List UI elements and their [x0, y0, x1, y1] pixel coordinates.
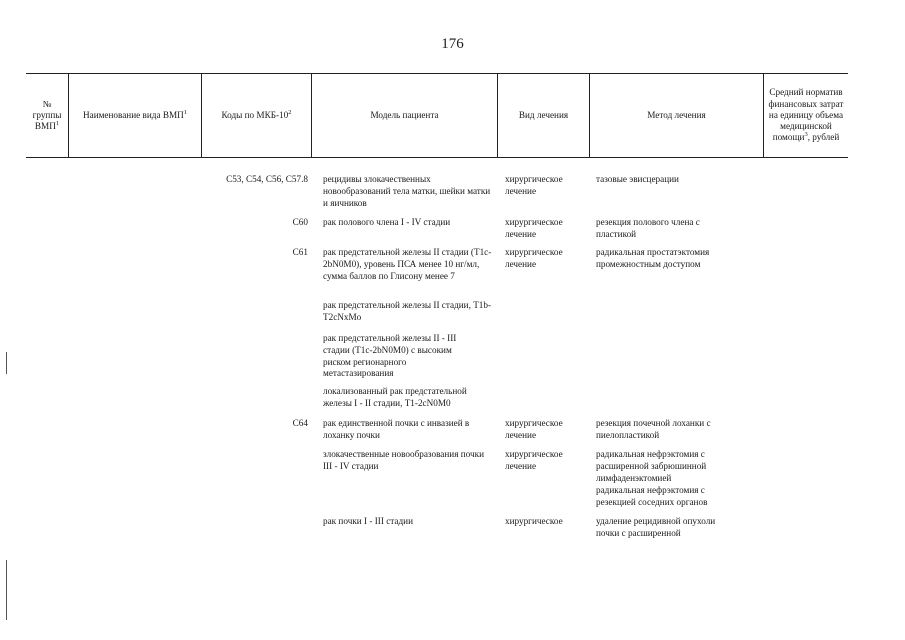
- header-divider: [589, 73, 590, 157]
- treatment-method: резекция почечной лоханки с пиелопластикой: [596, 418, 711, 440]
- patient-model: рак предстательной железы II - III стадии (T1c-2bN0M0) с высоким риском регионарного метастазирования: [323, 333, 457, 379]
- header-patient-model: Модель пациента: [370, 109, 439, 120]
- header-bottom-rule: [26, 157, 848, 158]
- header-vmp-name: Наименование вида ВМП$^1$: [82, 108, 188, 120]
- patient-model: локализованный рак предстательной железы I - II стадии, T1-2cN0M0: [323, 386, 467, 408]
- icd-code: C64: [292, 418, 308, 428]
- treatment-type: хирургическое лечение: [505, 174, 563, 196]
- patient-model: рак почки I - III стадии: [323, 516, 413, 526]
- scan-margin-mark: [6, 560, 7, 620]
- treatment-method: радикальная простатэктомия промежностным доступом: [596, 247, 710, 269]
- treatment-method: удаление рецидивной опухоли почки с расширенной: [596, 516, 716, 538]
- header-treatment-method: Метод лечения: [647, 109, 706, 120]
- icd-code: C60: [292, 217, 308, 227]
- page-number: 176: [441, 36, 464, 52]
- header-divider: [763, 73, 764, 157]
- treatment-type: хирургическое лечение: [505, 217, 563, 239]
- header-average-cost: Средний норматив финансовых затрат на единицу объема медицинской помощи$^3$, рублей: [768, 87, 844, 143]
- patient-model: рак единственной почки с инвазией в лоханку почки: [323, 418, 470, 440]
- header-divider: [311, 73, 312, 157]
- scan-margin-mark: [6, 352, 7, 374]
- treatment-method: радикальная нефрэктомия с расширенной забрюшинной лимфаденэктомией: [596, 449, 707, 483]
- patient-model: злокачественные новообразования почки III - IV стадии: [323, 449, 485, 471]
- treatment-method: радикальная нефрэктомия с резекцией соседних органов: [596, 485, 708, 507]
- patient-model: рак полового члена I - IV стадии: [323, 217, 451, 227]
- patient-model: рецидивы злокачественных новообразований тела матки, шейки матки и яичников: [323, 174, 491, 208]
- patient-model: рак предстательной железы II стадии (T1c-2bN0M0), уровень ПСА менее 10 нг/мл, сумма баллов по Глисону менее 7: [323, 247, 492, 281]
- header-divider: [497, 73, 498, 157]
- treatment-method: резекция полового члена с пластикой: [596, 217, 700, 239]
- header-group-number: № группы ВМП$^1$: [32, 98, 62, 132]
- icd-code: C61: [292, 247, 308, 257]
- treatment-type: хирургическое: [505, 516, 563, 526]
- header-icd-codes: Коды по МКБ-$10^2$: [221, 108, 292, 120]
- treatment-type: хирургическое лечение: [505, 449, 563, 471]
- header-divider: [68, 73, 69, 157]
- treatment-type: хирургическое лечение: [505, 247, 563, 269]
- header-divider: [201, 73, 202, 157]
- header-treatment-type: Вид лечения: [518, 109, 569, 120]
- treatment-method: тазовые эвисцерации: [596, 174, 679, 184]
- treatment-type: хирургическое лечение: [505, 418, 563, 440]
- patient-model: рак предстательной железы II стадии, T1b-T2cNxMo: [323, 300, 492, 322]
- icd-code: C53, C54, C56, C57.8: [226, 174, 308, 184]
